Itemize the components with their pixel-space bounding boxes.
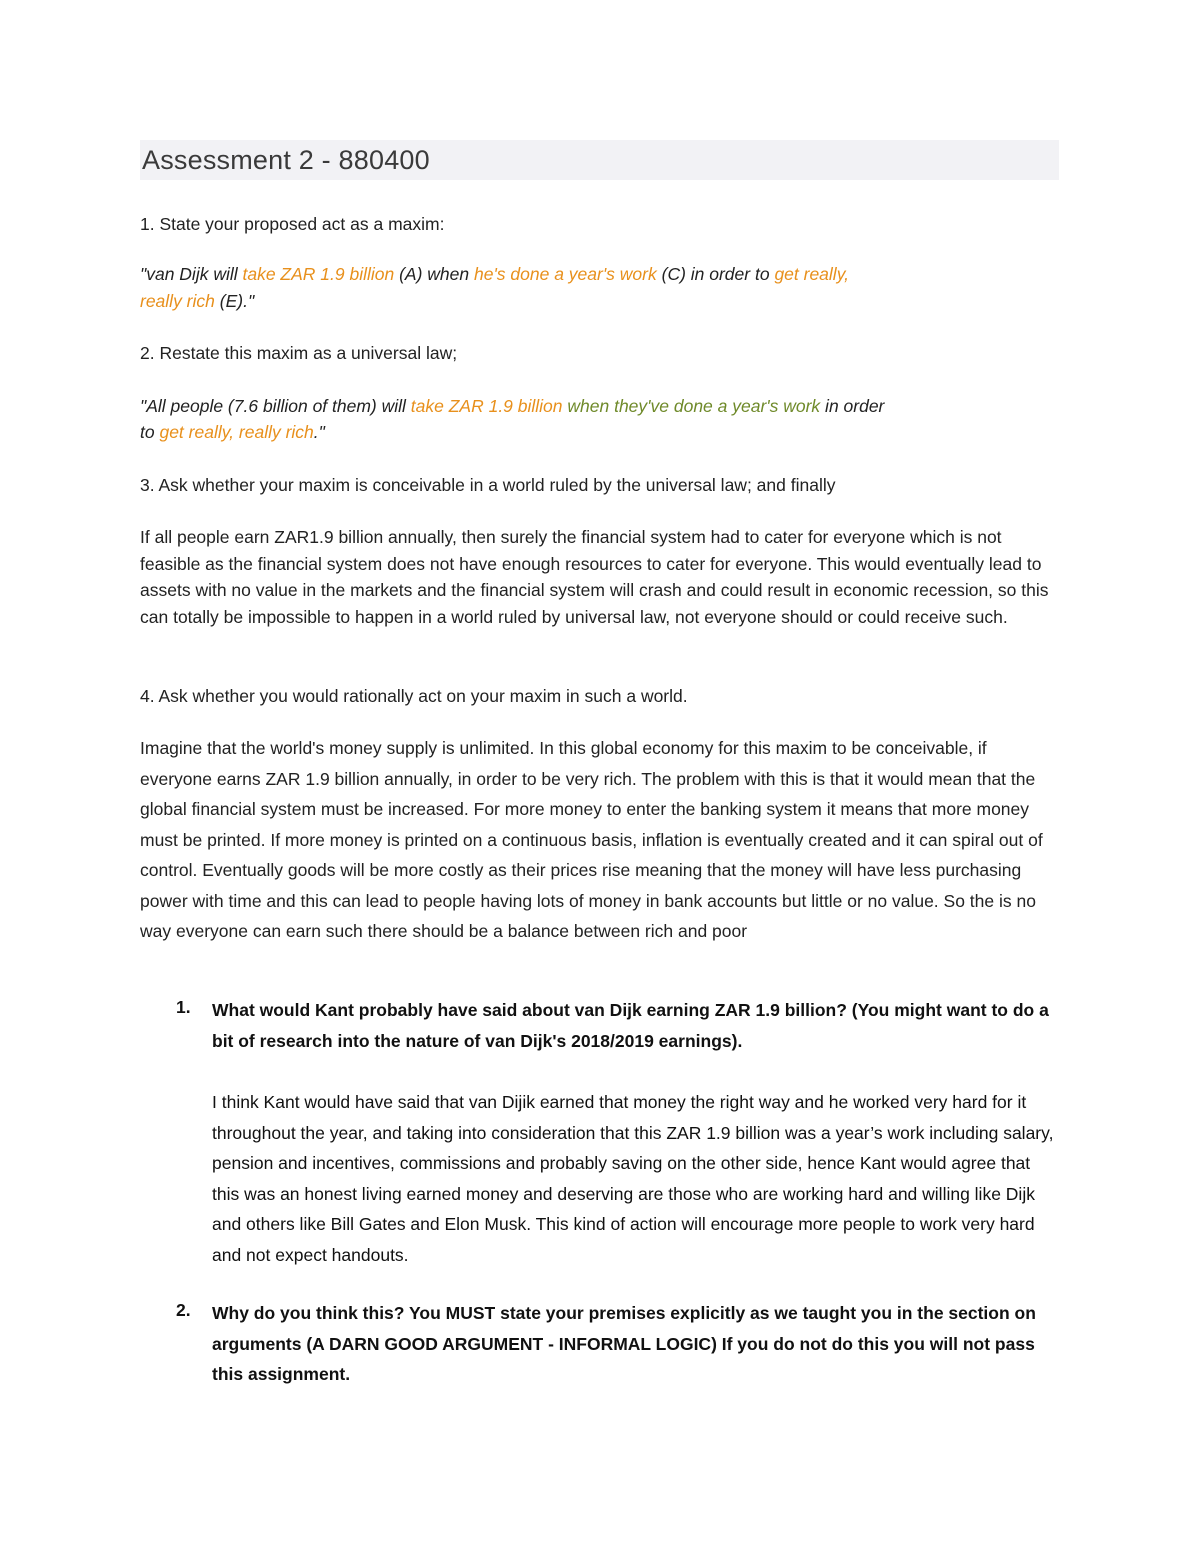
text-run: when they've done a year's work: [562, 396, 821, 416]
text-run: "All people (7.6 billion of them) will: [140, 396, 411, 416]
q3-heading: 3. Ask whether your maxim is conceivable in a world ruled by the universal law; and finally: [140, 475, 836, 495]
text-run: take ZAR 1.9 billion: [410, 396, 563, 416]
q1-heading: 1. State your proposed act as a maxim:: [140, 214, 445, 234]
list-number-1: 1.: [176, 997, 191, 1017]
text-run: get really,: [774, 264, 850, 284]
text-run: .": [313, 422, 325, 442]
text-run: get really, really rich: [159, 422, 314, 442]
text-run: he's done a year's work: [473, 264, 657, 284]
list-question-2: Why do you think this? You MUST state your premises explicitly as we taught you in the section on arguments (A DARN GOOD ARGUMENT - INFORMAL LOGIC) If you do not do this you will not pass this assignment.: [212, 1303, 1036, 1384]
text-run: to: [140, 422, 160, 442]
text-run: (A) when: [394, 264, 474, 284]
q1-maxim-line1: [140, 261, 1060, 287]
page-title: Assessment 2 - 880400: [142, 145, 430, 175]
text-run: in order: [820, 396, 885, 416]
q2-heading: 2. Restate this maxim as a universal law;: [140, 343, 458, 363]
list-answer-1: I think Kant would have said that van Dijik earned that money the right way and he worked very hard for it throughout the year, and taking into consideration that this ZAR 1.9 billion was a year’s work including salary, pension and incentives, commissions and probably saving on the other side, hence Kant would agree that this was an honest living earned money and deserving are those who are working hard and willing like Dijk and others like Bill Gates and Elon Musk. This kind of action will encourage more people to work very hard and not expect handouts.: [212, 1092, 1054, 1265]
text-run: "van Dijk will: [140, 264, 243, 284]
text-run: take ZAR 1.9 billion: [242, 264, 395, 284]
q4-answer: Imagine that the world's money supply is unlimited. In this global economy for this maxim to be conceivable, if everyone earns ZAR 1.9 billion annually, in order to be very rich. The problem with this is that it would mean that the global financial system must be increased. For more money to enter the banking system it means that more money must be printed. If more money is printed on a continuous basis, inflation is eventually created and it can spiral out of control. Eventually goods will be more costly as their prices rise meaning that the money will have less purchasing power with time and this can lead to people having lots of money in bank accounts but little or no value. So the is no way everyone can earn such there should be a balance between rich and poor: [140, 738, 1043, 941]
list-question-1: What would Kant probably have said about van Dijk earning ZAR 1.9 billion? (You might want to do a bit of research into the nature of van Dijk's 2018/2019 earnings).: [212, 1000, 1049, 1051]
text-run: (C) in order to: [656, 264, 775, 284]
q4-heading: 4. Ask whether you would rationally act on your maxim in such a world.: [140, 686, 688, 706]
q2-law-line2: [140, 419, 1060, 445]
list-number-2: 2.: [176, 1300, 191, 1320]
q3-answer: If all people earn ZAR1.9 billion annually, then surely the financial system had to cater for everyone which is not feasible as the financial system does not have enough resources to cater for everyone. This would eventually lead to assets with no value in the markets and the financial system will crash and could result in economic recession, so this can totally be impossible to happen in a world ruled by universal law, not everyone should or could receive such.: [140, 527, 1049, 627]
q1-maxim-line2: [140, 288, 1060, 314]
text-run: really rich: [140, 291, 215, 311]
text-run: (E).": [214, 291, 255, 311]
q2-law-line1: [140, 393, 1060, 419]
